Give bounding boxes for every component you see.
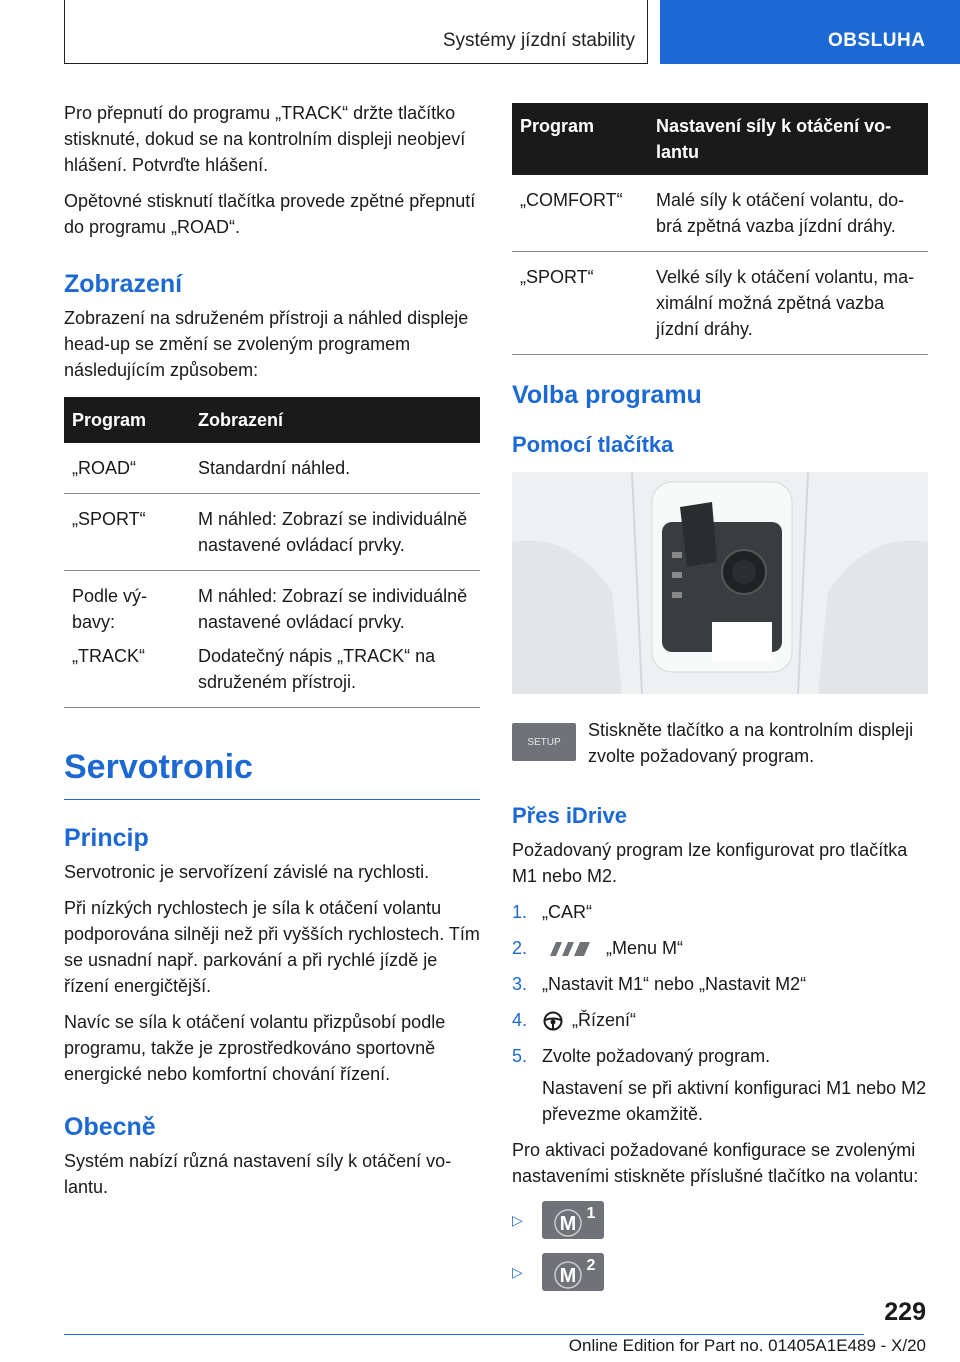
table-cell-program	[64, 571, 190, 708]
table-cell-display-line: Dodatečný nápis „TRACK“ na sdruženém přístroji.	[198, 646, 436, 692]
list-item	[512, 1043, 928, 1127]
table-header-display: Zobrazení	[190, 397, 480, 443]
obecne-text: Systém nabízí různá nastavení síly k otáčení volantu.	[64, 1151, 452, 1197]
m2-button-letter: M	[559, 1265, 577, 1287]
step-subtext: Nastavení se při aktivní konfiguraci M1 nebo M2 převezme okamžitě.	[542, 1078, 927, 1124]
zobrazeni-text: Zobrazení na sdruženém přístroji a náhled displeje head-up se změní se zvoleným programem následujícím způsobem:	[64, 308, 469, 380]
idrive-heading: Přes iDrive	[512, 803, 627, 828]
table-row	[512, 252, 928, 355]
setup-instruction	[512, 717, 928, 769]
setup-text: Stiskněte tlačítko a na kontrolním displeji zvolte požadovaný program.	[588, 720, 914, 766]
center-console-photo	[512, 472, 928, 694]
table-header-setting: Nastavení síly k otáčení volantu	[648, 103, 928, 175]
table-cell-setting: Malé síly k otáčení volantu, dobrá zpětná vazba jízdní dráhy.	[648, 175, 928, 252]
step-line	[542, 1007, 928, 1033]
m1-button-icon	[542, 1201, 604, 1239]
chapter-tab-label: OBSLUHA	[828, 30, 926, 51]
setup-button-label: SETUP	[527, 736, 561, 748]
m1-button-letter: M	[559, 1213, 577, 1235]
table-cell-program: „SPORT“	[64, 494, 190, 571]
right-column	[512, 103, 928, 1291]
m2-button-icon	[542, 1253, 604, 1291]
table-cell-program-line: Podle výbavy:	[72, 586, 148, 632]
volba-heading: Volba programu	[512, 381, 702, 409]
obecne-heading: Obecně	[64, 1113, 156, 1141]
m1-button-row	[512, 1201, 928, 1239]
zobrazeni-heading: Zobrazení	[64, 270, 183, 298]
princip-paragraph-1: Servotronic je servořízení závislé na rychlosti.	[64, 862, 430, 882]
idrive-steps	[512, 899, 928, 1127]
triangle-bullet-icon: ▷	[512, 1263, 523, 1280]
display-table	[64, 397, 480, 708]
table-cell-program: „SPORT“	[512, 252, 648, 355]
m1-button-digit: 1	[586, 1205, 596, 1222]
steering-wheel-icon	[542, 1011, 564, 1031]
table-cell-display	[190, 571, 480, 708]
step-text: „Nastavit M1“ nebo „Nastavit M2“	[542, 974, 807, 994]
m2-button-digit: 2	[586, 1257, 596, 1274]
step-line	[542, 935, 928, 961]
step-text: „Menu M“	[606, 938, 684, 958]
princip-paragraph-2: Při nízkých rychlostech je síla k otáčení volantu podporována silněji než při vyšších rychlostech. Tím se usnadní např. parkování a při rychlé jízdě je řízení energičtější.	[64, 898, 480, 996]
setup-button-icon	[512, 723, 576, 761]
aktivace-text: Pro aktivaci požadované konfigurace se zvolenými nastaveními stiskněte příslušné tlačítko na volantu:	[512, 1140, 919, 1186]
table-row	[512, 175, 928, 252]
page-number: 229	[884, 1298, 926, 1326]
footer-divider	[64, 1334, 864, 1335]
table-row	[64, 494, 480, 571]
left-column	[64, 100, 480, 1210]
list-item	[512, 971, 928, 997]
idrive-text: Požadovaný program lze konfigurovat pro tlačítka M1 nebo M2.	[512, 840, 908, 886]
table-cell-program: „COMFORT“	[512, 175, 648, 252]
table-row	[64, 443, 480, 494]
table-header-program: Program	[512, 103, 648, 175]
m-stripes-icon	[542, 941, 598, 957]
step-number: 2.	[512, 938, 528, 958]
table-cell-display: Standardní náhled.	[190, 443, 480, 494]
triangle-bullet-icon: ▷	[512, 1211, 523, 1228]
m2-button-row	[512, 1253, 928, 1291]
table-header-row	[64, 397, 480, 443]
step-text: „CAR“	[542, 902, 592, 922]
table-cell-program: „ROAD“	[64, 443, 190, 494]
pomoci-heading: Pomocí tlačítka	[512, 432, 674, 457]
list-item	[512, 935, 928, 961]
section-title: Systémy jízdní stability	[442, 30, 635, 51]
header-section-box	[64, 0, 648, 64]
chapter-tab	[660, 0, 960, 64]
step-number: 4.	[512, 1010, 528, 1030]
step-text: Zvolte požadovaný program.	[542, 1046, 771, 1066]
step-number: 3.	[512, 974, 528, 994]
table-cell-display-line: M náhled: Zobrazí se individuálně nastavené ovládací prvky.	[198, 586, 468, 632]
step-number: 5.	[512, 1046, 528, 1066]
princip-heading: Princip	[64, 824, 149, 852]
intro-paragraph-1: Pro přepnutí do programu „TRACK“ držte tlačítko stisknuté, dokud se na kontrolním displeji neobjeví hlášení. Potvrďte hlášení.	[64, 103, 466, 175]
footer-edition: Online Edition for Part no. 01405A1E489 - X/20	[568, 1336, 926, 1355]
step-text: „Řízení“	[572, 1010, 637, 1030]
table-cell-setting: Velké síly k otáčení volantu, maximální možná zpětná vazba jízdní dráhy.	[648, 252, 928, 355]
table-header-program: Program	[64, 397, 190, 443]
table-cell-display: M náhled: Zobrazí se individuálně nastavené ovládací prvky.	[190, 494, 480, 571]
table-header-row	[512, 103, 928, 175]
princip-paragraph-3: Navíc se síla k otáčení volantu přizpůsobí podle programu, takže je zprostředkováno sportovně energické nebo komfortní chování řízení.	[64, 1012, 446, 1084]
list-item	[512, 1007, 928, 1033]
table-cell-program-line: „TRACK“	[72, 646, 145, 666]
intro-paragraph-2: Opětovné stisknutí tlačítka provede zpětné přepnutí do programu „ROAD“.	[64, 191, 476, 237]
table-row	[64, 571, 480, 708]
step-number: 1.	[512, 902, 528, 922]
steering-force-table	[512, 103, 928, 355]
list-item	[512, 899, 928, 925]
servotronic-heading: Servotronic	[64, 748, 480, 800]
